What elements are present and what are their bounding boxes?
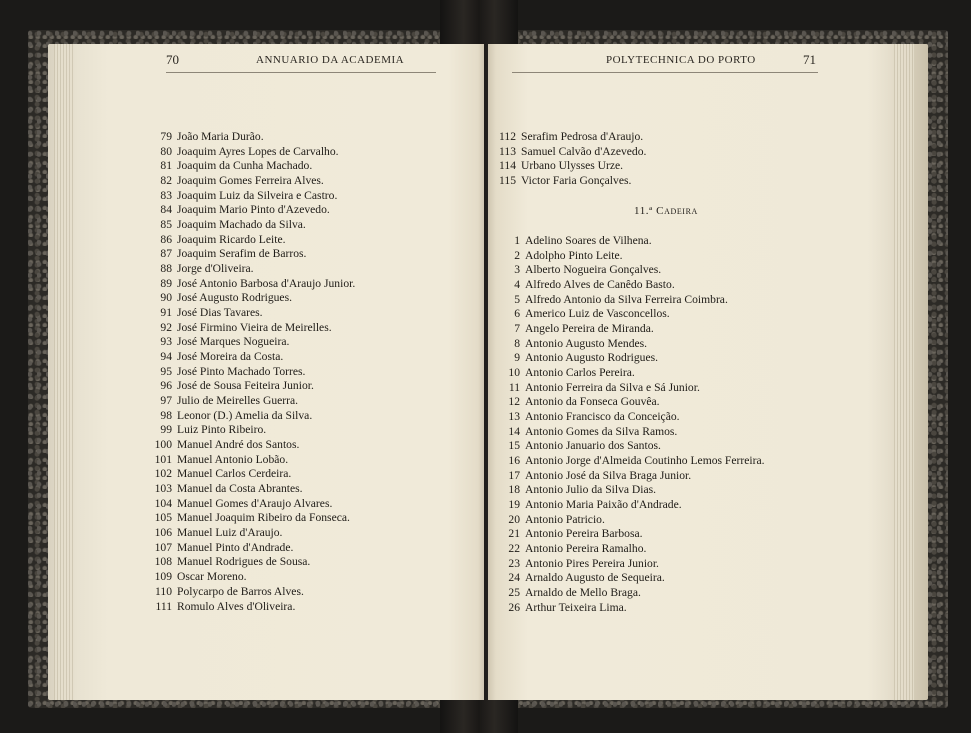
right-continued-list xyxy=(496,130,646,189)
entry-name: Manuel Luiz d'Araujo. xyxy=(177,526,283,540)
entry-name: Antonio Ferreira da Silva e Sá Junior. xyxy=(525,380,700,394)
entry-name: Alfredo Antonio da Silva Ferreira Coimbra. xyxy=(525,292,728,306)
entry-name: Joaquim Serafim de Barros. xyxy=(177,247,307,261)
entry-name: Antonio Pereira Barbosa. xyxy=(525,527,643,541)
entry-name: Adelino Soares de Vilhena. xyxy=(525,234,652,247)
list-item xyxy=(150,233,355,248)
entry-number: 81 xyxy=(160,159,172,173)
entry-number: 93 xyxy=(160,335,172,349)
entry-number: 109 xyxy=(154,570,172,584)
entry-number: 92 xyxy=(160,320,172,334)
list-item xyxy=(150,306,355,321)
list-item xyxy=(500,571,765,586)
entry-name: Manuel Pinto d'Andrade. xyxy=(177,540,294,554)
entry-number: 22 xyxy=(508,542,520,556)
entry-name: Luiz Pinto Ribeiro. xyxy=(177,423,267,437)
entry-name: Polycarpo de Barros Alves. xyxy=(177,584,304,598)
list-item xyxy=(500,234,765,249)
entry-name: José Firmino Vieira de Meirelles. xyxy=(177,320,332,334)
list-item xyxy=(150,438,355,453)
entry-name: José Antonio Barbosa d'Araujo Junior. xyxy=(177,276,356,290)
entry-name: Manuel Rodrigues de Sousa. xyxy=(177,555,311,569)
entry-name: Antonio Pires Pereira Junior. xyxy=(525,556,659,570)
list-item xyxy=(496,130,646,145)
list-item xyxy=(500,337,765,352)
entry-number: 89 xyxy=(160,276,172,290)
entry-name: José Pinto Machado Torres. xyxy=(177,364,306,378)
list-item xyxy=(500,439,765,454)
list-item xyxy=(150,335,355,350)
entry-number: 20 xyxy=(508,512,520,526)
entry-number: 19 xyxy=(508,498,520,512)
right-running-head: POLYTECHNICA DO PORTO xyxy=(606,54,756,66)
entry-number: 94 xyxy=(160,350,172,364)
list-item xyxy=(150,189,355,204)
list-item xyxy=(496,159,646,174)
entry-number: 96 xyxy=(160,379,172,393)
entry-name: Joaquim Machado da Silva. xyxy=(177,218,306,232)
right-page-number: 71 xyxy=(803,52,816,67)
list-item xyxy=(150,409,355,424)
entry-name: Arnaldo Augusto de Sequeira. xyxy=(525,571,665,585)
list-item xyxy=(150,526,355,541)
list-item xyxy=(150,291,355,306)
entry-number: 8 xyxy=(514,336,520,350)
entry-number: 114 xyxy=(499,159,516,173)
list-item xyxy=(150,394,355,409)
entry-name: Arthur Teixeira Lima. xyxy=(525,600,627,614)
entry-number: 24 xyxy=(508,571,520,585)
list-item xyxy=(500,425,765,440)
entry-name: Antonio José da Silva Braga Junior. xyxy=(525,468,692,482)
entry-number: 101 xyxy=(154,452,172,466)
list-item xyxy=(150,321,355,336)
entry-number: 12 xyxy=(508,395,520,409)
entry-name: Angelo Pereira de Miranda. xyxy=(525,322,654,336)
entry-number: 106 xyxy=(154,526,172,540)
entry-name: Joaquim Luiz da Silveira e Castro. xyxy=(177,188,338,202)
list-item xyxy=(500,293,765,308)
left-entry-list xyxy=(150,130,355,614)
entry-number: 6 xyxy=(514,307,520,321)
list-item xyxy=(500,498,765,513)
entry-name: Antonio Francisco da Conceição. xyxy=(525,410,680,424)
list-item xyxy=(500,366,765,381)
entry-number: 84 xyxy=(160,203,172,217)
list-item xyxy=(150,159,355,174)
entry-number: 104 xyxy=(154,496,172,510)
list-item xyxy=(150,541,355,556)
list-item xyxy=(150,379,355,394)
entry-number: 98 xyxy=(160,408,172,422)
entry-name: Manuel Gomes d'Araujo Alvares. xyxy=(177,496,333,510)
entry-name: Alfredo Alves de Canêdo Basto. xyxy=(525,278,675,292)
entry-number: 80 xyxy=(160,144,172,158)
entry-name: Antonio Pereira Ramalho. xyxy=(525,542,647,556)
left-header-rule xyxy=(166,72,436,73)
entry-name: Manuel Carlos Cerdeira. xyxy=(177,467,292,481)
list-item xyxy=(500,542,765,557)
entry-name: Samuel Calvão d'Azevedo. xyxy=(521,144,647,158)
entry-name: Antonio Patricio. xyxy=(525,512,605,526)
list-item xyxy=(500,557,765,572)
entry-name: Antonio Carlos Pereira. xyxy=(525,366,635,380)
list-item xyxy=(150,423,355,438)
entry-number: 105 xyxy=(154,511,172,525)
entry-name: Romulo Alves d'Oliveira. xyxy=(177,599,296,613)
entry-name: José Augusto Rodrigues. xyxy=(177,291,292,305)
entry-number: 25 xyxy=(508,586,520,600)
entry-name: Joaquim Ayres Lopes de Carvalho. xyxy=(177,144,339,158)
entry-name: Antonio Augusto Mendes. xyxy=(525,336,648,350)
list-item xyxy=(500,249,765,264)
list-item xyxy=(150,497,355,512)
list-item xyxy=(150,600,355,615)
entry-number: 112 xyxy=(499,130,516,143)
entry-name: Joaquim Ricardo Leite. xyxy=(177,232,286,246)
list-item xyxy=(150,555,355,570)
entry-number: 110 xyxy=(155,584,172,598)
entry-number: 17 xyxy=(508,468,520,482)
entry-name: Victor Faria Gonçalves. xyxy=(521,174,632,188)
entry-number: 88 xyxy=(160,262,172,276)
entry-name: Antonio Maria Paixão d'Andrade. xyxy=(525,498,682,512)
entry-name: José Dias Tavares. xyxy=(177,306,263,320)
list-item xyxy=(150,262,355,277)
entry-number: 87 xyxy=(160,247,172,261)
list-item xyxy=(500,513,765,528)
entry-name: Joaquim Gomes Ferreira Alves. xyxy=(177,174,324,188)
left-page-number: 70 xyxy=(166,52,179,67)
entry-number: 108 xyxy=(154,555,172,569)
list-item xyxy=(500,381,765,396)
entry-number: 26 xyxy=(508,600,520,614)
entry-number: 23 xyxy=(508,556,520,570)
entry-number: 79 xyxy=(160,130,172,143)
entry-name: Antonio Gomes da Silva Ramos. xyxy=(525,424,678,438)
section-title: 11.ª Cadeira xyxy=(634,205,698,217)
entry-number: 113 xyxy=(499,144,516,158)
entry-number: 100 xyxy=(154,438,172,452)
entry-name: Antonio Julio da Silva Dias. xyxy=(525,483,657,497)
entry-number: 15 xyxy=(508,439,520,453)
list-item xyxy=(150,145,355,160)
entry-name: Alberto Nogueira Gonçalves. xyxy=(525,263,662,277)
list-item xyxy=(150,467,355,482)
entry-number: 99 xyxy=(160,423,172,437)
list-item xyxy=(500,263,765,278)
entry-number: 21 xyxy=(508,527,520,541)
entry-name: Adolpho Pinto Leite. xyxy=(525,248,623,262)
list-item xyxy=(150,218,355,233)
list-item xyxy=(500,454,765,469)
entry-number: 3 xyxy=(514,263,520,277)
list-item xyxy=(500,601,765,616)
entry-number: 82 xyxy=(160,174,172,188)
left-running-head: ANNUARIO DA ACADEMIA xyxy=(256,54,405,66)
entry-name: Serafim Pedrosa d'Araujo. xyxy=(521,130,644,143)
list-item xyxy=(500,351,765,366)
entry-name: José Moreira da Costa. xyxy=(177,350,284,364)
entry-name: Manuel André dos Santos. xyxy=(177,438,300,452)
entry-name: Arnaldo de Mello Braga. xyxy=(525,586,641,600)
entry-number: 7 xyxy=(514,322,520,336)
right-header-rule xyxy=(512,72,818,73)
entry-number: 13 xyxy=(508,410,520,424)
list-item xyxy=(496,174,646,189)
entry-number: 4 xyxy=(514,278,520,292)
entry-name: Manuel da Costa Abrantes. xyxy=(177,482,303,496)
list-item xyxy=(500,278,765,293)
list-item xyxy=(150,203,355,218)
entry-name: Antonio Januario dos Santos. xyxy=(525,439,661,453)
list-item xyxy=(150,350,355,365)
entry-name: Jorge d'Oliveira. xyxy=(177,262,254,276)
entry-number: 18 xyxy=(508,483,520,497)
list-item xyxy=(150,482,355,497)
list-item xyxy=(500,469,765,484)
entry-name: Manuel Antonio Lobão. xyxy=(177,452,289,466)
entry-number: 103 xyxy=(154,482,172,496)
list-item xyxy=(496,145,646,160)
entry-number: 2 xyxy=(514,248,520,262)
entry-name: Joaquim Mario Pinto d'Azevedo. xyxy=(177,203,330,217)
page-edges xyxy=(54,44,74,700)
list-item xyxy=(150,570,355,585)
entry-number: 9 xyxy=(514,351,520,365)
list-item xyxy=(500,395,765,410)
entry-name: Oscar Moreno. xyxy=(177,570,247,584)
list-item xyxy=(150,174,355,189)
entry-number: 1 xyxy=(514,234,520,247)
entry-name: José Marques Nogueira. xyxy=(177,335,290,349)
list-item xyxy=(500,527,765,542)
entry-number: 97 xyxy=(160,394,172,408)
entry-name: Antonio da Fonseca Gouvêa. xyxy=(525,395,660,409)
entry-number: 10 xyxy=(508,366,520,380)
list-item xyxy=(150,585,355,600)
entry-number: 11 xyxy=(508,380,520,394)
list-item xyxy=(500,586,765,601)
entry-name: Antonio Augusto Rodrigues. xyxy=(525,351,659,365)
entry-number: 16 xyxy=(508,454,520,468)
entry-name: Manuel Joaquim Ribeiro da Fonseca. xyxy=(177,511,350,525)
entry-number: 95 xyxy=(160,364,172,378)
entry-number: 90 xyxy=(160,291,172,305)
entry-name: Urbano Ulysses Urze. xyxy=(521,159,624,173)
list-item xyxy=(500,307,765,322)
list-item xyxy=(150,130,355,145)
entry-name: Julio de Meirelles Guerra. xyxy=(177,394,299,408)
list-item xyxy=(150,247,355,262)
list-item xyxy=(150,511,355,526)
list-item xyxy=(150,365,355,380)
entry-number: 85 xyxy=(160,218,172,232)
list-item xyxy=(150,277,355,292)
entry-name: João Maria Durão. xyxy=(177,130,264,143)
entry-number: 86 xyxy=(160,232,172,246)
page-edges xyxy=(894,44,914,700)
entry-name: Leonor (D.) Amelia da Silva. xyxy=(177,408,313,422)
entry-name: Joaquim da Cunha Machado. xyxy=(177,159,313,173)
entry-name: Americo Luiz de Vasconcellos. xyxy=(525,307,670,321)
entry-number: 111 xyxy=(155,599,172,613)
entry-number: 102 xyxy=(154,467,172,481)
list-item xyxy=(500,322,765,337)
right-section-list xyxy=(500,234,765,615)
entry-number: 5 xyxy=(514,292,520,306)
entry-number: 14 xyxy=(508,424,520,438)
entry-number: 83 xyxy=(160,188,172,202)
entry-name: José de Sousa Feiteira Junior. xyxy=(177,379,314,393)
entry-name: Antonio Jorge d'Almeida Coutinho Lemos Ferreira. xyxy=(525,454,765,468)
entry-number: 107 xyxy=(154,540,172,554)
list-item xyxy=(150,453,355,468)
list-item xyxy=(500,483,765,498)
entry-number: 115 xyxy=(499,174,516,188)
list-item xyxy=(500,410,765,425)
entry-number: 91 xyxy=(160,306,172,320)
